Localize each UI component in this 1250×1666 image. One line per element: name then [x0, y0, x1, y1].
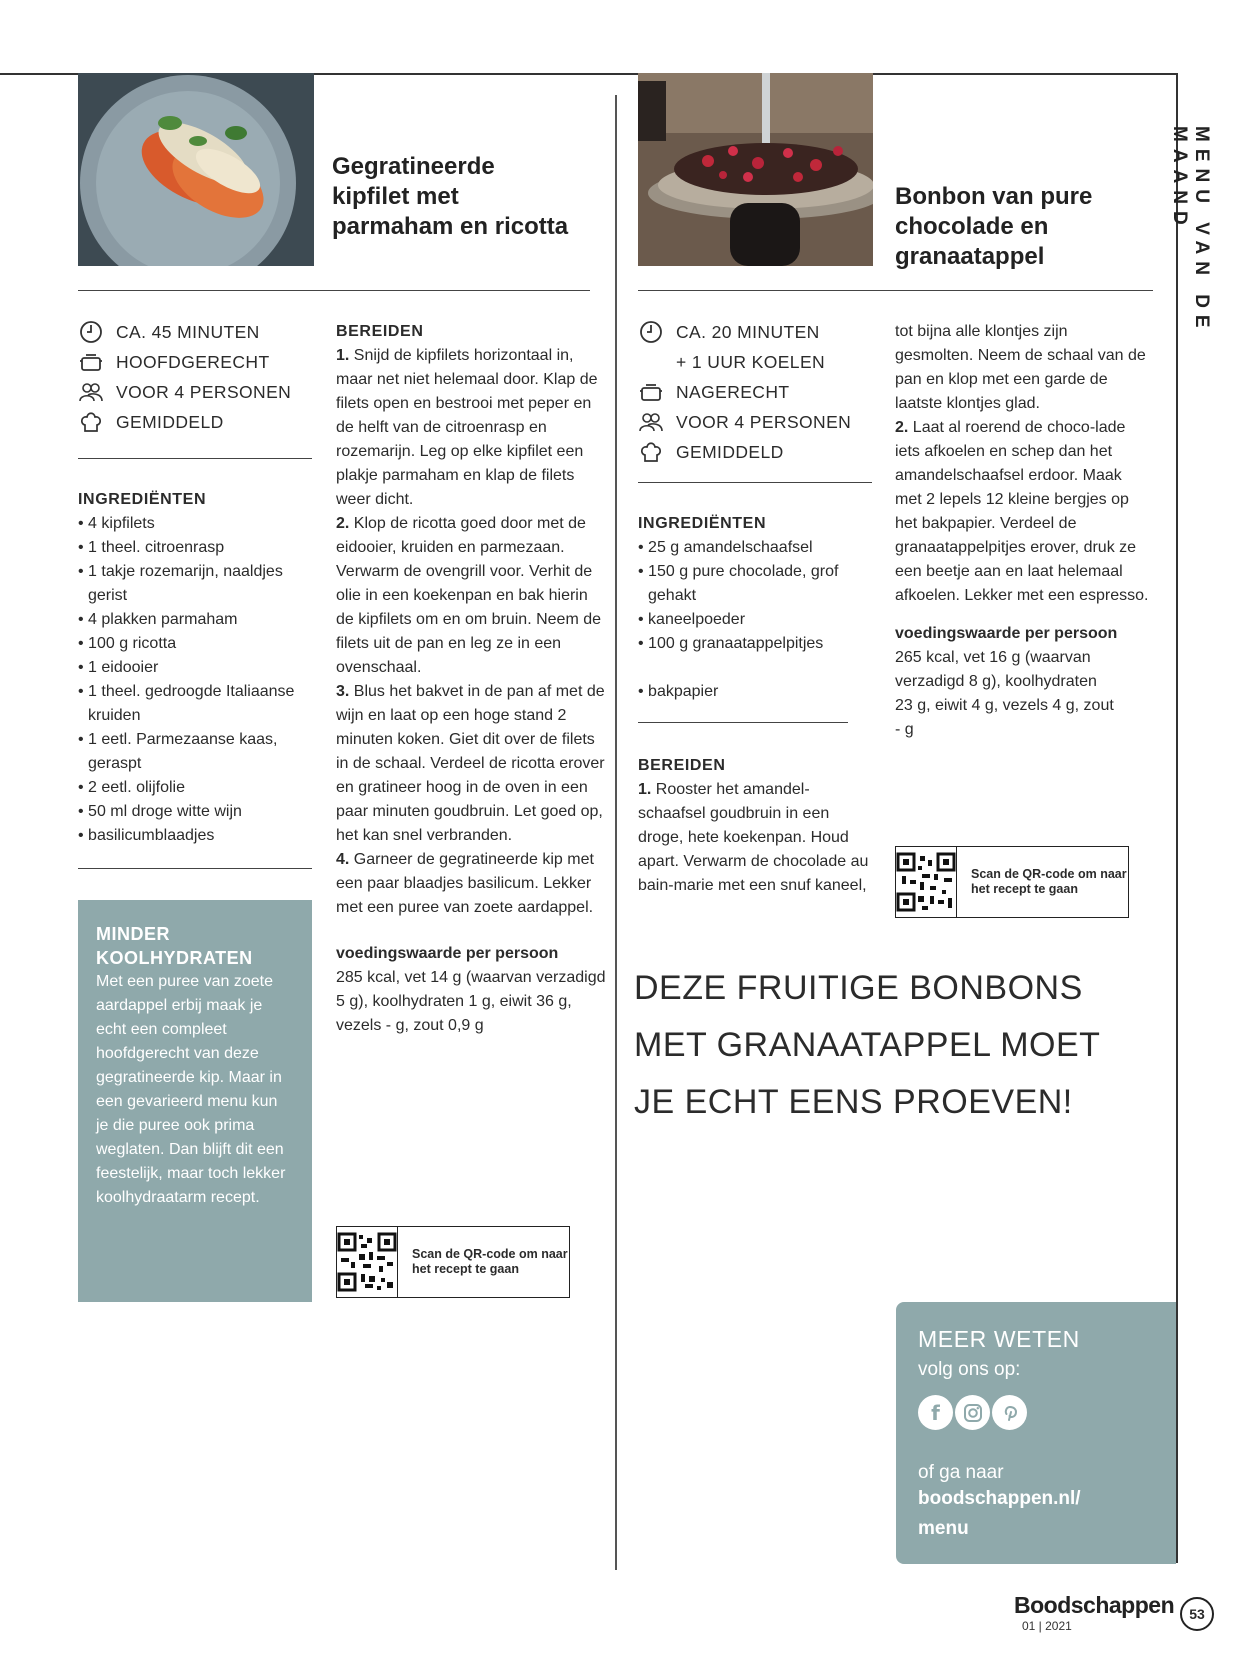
column-divider [615, 95, 617, 1570]
recipe2-meta-servings [638, 407, 878, 437]
qr-caption: Scan de QR-code om naar het recept te gaan [412, 1247, 568, 1276]
recipe2-ingredients-rule [638, 722, 848, 723]
list-item: • 1 theel. gedroogde Italiaanse kruiden [78, 680, 314, 728]
recipe2-ingredients-title: INGREDIËNTEN [638, 515, 767, 532]
quote-line: DEZE FRUITIGE BONBONS [634, 969, 1083, 1007]
list-item: • 25 g amandelschaafsel [638, 536, 874, 560]
more-link-intro: of ga naar [918, 1462, 1004, 1483]
qr-caption: Scan de QR-code om naar het recept te gaan [971, 867, 1127, 896]
recipe1-prep-title: BEREIDEN [336, 323, 424, 340]
more-info-title: MEER WETEN [918, 1326, 1080, 1352]
list-item: • 50 ml droge witte wijn [78, 800, 314, 824]
meta-text: HOOFDGERECHT [116, 351, 270, 372]
recipe2-extra-list [638, 680, 874, 704]
recipe2-step-1 [638, 778, 876, 898]
step-text: Blus het bakvet in de pan af met de wijn en laat op een hoge stand 2 minuten koken. Giet dit over de filets in de schaal. Verdeel de ricotta erover en gratineer hoog in de oven in een paar minuten goudbruin. Let goed op, het kan snel verbranden. [336, 683, 605, 844]
list-item: • 1 eetl. Parmezaanse kaas, geraspt [78, 728, 314, 776]
qr-code[interactable] [896, 847, 957, 917]
chef-hat-icon [638, 439, 664, 465]
step-number: 2. [336, 515, 350, 532]
recipe2-meta-cooling: + 1 UUR KOELEN [676, 351, 826, 372]
step-number: 4. [336, 851, 350, 868]
people-icon [78, 379, 104, 405]
recipe2-preparation [638, 754, 876, 898]
recipe2-title: Bonbon van pure chocolade en granaatappel [895, 183, 1093, 270]
more-info-box [896, 1302, 1176, 1564]
list-item: • kaneelpoeder [638, 608, 874, 632]
clock-icon [638, 319, 664, 345]
meta-text: VOOR 4 PERSONEN [676, 411, 852, 432]
tip-text: Met een puree van zoete aardappel erbij maak je echt een compleet hoofdgerecht van deze gegratineerde kip. Maar in een gevarieerd menu kun je die puree ook prima weglaten. Dan blijft dit een feestelijk, maar toch lekker koolhydraatarm recept. [96, 973, 286, 1206]
quote-line: MET GRANAATAPPEL MOET [634, 1026, 1101, 1064]
list-item: • 100 g ricotta [78, 632, 314, 656]
step-number: 2. [895, 419, 909, 436]
recipe1-meta-difficulty [78, 407, 318, 437]
recipe1-qr-box[interactable] [336, 1226, 570, 1298]
meta-text: NAGERECHT [676, 381, 790, 402]
people-icon [638, 409, 664, 435]
clock-icon [78, 319, 104, 345]
quote-line: JE ECHT EENS PROEVEN! [634, 1083, 1073, 1121]
list-item: • 2 eetl. olijfolie [78, 776, 314, 800]
issue-number: 01 | 2021 [1022, 1619, 1072, 1633]
recipe2-ingredients [638, 512, 874, 704]
recipe2-nutrition-title: voedingswaarde per persoon [895, 625, 1118, 642]
brand-logo: Boodschappen [1014, 1592, 1175, 1618]
recipe1-ingredients [78, 488, 314, 848]
pinterest-icon[interactable] [992, 1395, 1027, 1430]
recipe1-ingredients-rule [78, 868, 312, 869]
recipe2-qr-box[interactable] [895, 846, 1129, 918]
step-text: Garneer de gegratineerde kip met een paar blaadjes basilicum. Lekker met een puree van zoete aardappel. [336, 851, 594, 916]
recipe2-ingredient-list [638, 536, 874, 656]
chef-hat-icon [78, 409, 104, 435]
meta-text: GEMIDDELD [116, 411, 224, 432]
recipe-step [336, 344, 608, 512]
step-text: Klop de ricotta goed door met de eidooier, kruiden en parmezaan. Verwarm de ovengrill voor. Verhit de olie in een koekenpan en bak hierin de kipfilets om en om bruin. Neem de filets uit de pan en leg ze in een ovenschaal. [336, 515, 602, 676]
meta-text: CA. 20 MINUTEN [676, 321, 820, 342]
list-item: • 100 g granaatappelpitjes [638, 632, 874, 656]
recipe2-title-rule [638, 290, 1153, 291]
step-number: 3. [336, 683, 350, 700]
list-item: • 4 kipfilets [78, 512, 314, 536]
instagram-icon[interactable] [955, 1395, 990, 1430]
recipe1-ingredients-title: INGREDIËNTEN [78, 491, 207, 508]
list-item: • 1 eidooier [78, 656, 314, 680]
step-text: Laat al roerend de choco-lade iets afkoelen en schep dan het amandelschaafsel erdoor. Maak met 2 lepels 12 kleine bergjes op het bakpapier. Verdeel de granaatappelpitjes erover, druk ze een beetje aan en laat helemaal afkoelen. Lekker met een espresso. [895, 419, 1149, 604]
list-item: • 4 plakken parmaham [78, 608, 314, 632]
tip-box [78, 900, 312, 1302]
recipe2-meta-rule [638, 482, 872, 483]
recipe-step [336, 848, 608, 920]
recipe1-meta-time [78, 317, 318, 347]
side-section-label: MENU VAN DE MAAND [1169, 126, 1212, 335]
recipe1-meta-servings [78, 377, 318, 407]
list-item: • 1 takje rozemarijn, naaldjes gerist [78, 560, 314, 608]
recipe1-meta [78, 317, 318, 437]
step-text: Rooster het amandel-schaafsel goudbruin in een droge, hete koekenpan. Houd apart. Verwarm de chocolade au bain-marie met een snuf kaneel, [638, 781, 869, 894]
tip-title: MINDER KOOLHYDRATEN [96, 924, 253, 968]
recipe1-ingredient-list [78, 512, 314, 848]
recipe1-nutrition-text: 285 kcal, vet 14 g (waarvan verzadigd 5 g), koolhydraten 1 g, eiwit 36 g, vezels - g, zout 0,9 g [336, 969, 606, 1034]
recipe-step [336, 680, 608, 848]
pot-icon [78, 349, 104, 375]
meta-text: CA. 45 MINUTEN [116, 321, 260, 342]
recipe-step [336, 512, 608, 680]
list-item: • basilicumblaadjes [78, 824, 314, 848]
list-item: • 1 theel. citroenrasp [78, 536, 314, 560]
page-number: 53 [1180, 1597, 1214, 1631]
recipe1-photo [78, 73, 314, 266]
step-text: Snijd de kipfilets horizontaal in, maar net niet helemaal door. Klap de filets open en bestrooi met peper en de helft van de citroenrasp en rozemarijn. Leg op elke kipfilet een plakje parmaham en klap de filets weer dicht. [336, 347, 598, 508]
recipe2-step-2 [895, 416, 1150, 608]
social-links [918, 1395, 1154, 1430]
facebook-icon[interactable]: f [918, 1395, 953, 1430]
recipe2-nutrition-text: 265 kcal, vet 16 g (waarvan verzadigd 8 g), koolhydraten 23 g, eiwit 4 g, vezels 4 g, zout - g [895, 649, 1114, 738]
recipe1-nutrition-title: voedingswaarde per persoon [336, 945, 559, 962]
recipe1-preparation [336, 320, 608, 1038]
meta-text: GEMIDDELD [676, 441, 784, 462]
recipe2-meta-difficulty [638, 437, 878, 467]
recipe1-meta-rule [78, 458, 312, 459]
step-number: 1. [336, 347, 350, 364]
recipe2-meta [638, 317, 878, 467]
meta-text: VOOR 4 PERSONEN [116, 381, 292, 402]
recipe1-steps [336, 344, 608, 920]
pull-quote [634, 960, 1154, 1131]
pot-icon [638, 379, 664, 405]
recipe1-title: Gegratineerde kipfilet met parmaham en ricotta [332, 153, 569, 240]
recipe2-meta-time [638, 317, 878, 347]
recipe2-step-1-cont: tot bijna alle klontjes zijn gesmolten. Neem de schaal van de pan en klop met een garde de laatste klontjes glad. [895, 323, 1146, 412]
list-item: • bakpapier [638, 680, 874, 704]
recipe2-preparation-cont [895, 320, 1150, 742]
recipe1-meta-course [78, 347, 318, 377]
recipe2-meta-course [638, 377, 878, 407]
recipe2-prep-title: BEREIDEN [638, 757, 726, 774]
recipe1-title-rule [78, 290, 590, 291]
step-number: 1. [638, 781, 652, 798]
more-info-subtitle: volg ons op: [918, 1359, 1021, 1380]
website-link[interactable]: boodschappen.nl/ menu [918, 1488, 1081, 1539]
list-item: • 150 g pure chocolade, grof gehakt [638, 560, 874, 608]
recipe2-photo [638, 73, 873, 266]
qr-code[interactable] [337, 1227, 398, 1297]
